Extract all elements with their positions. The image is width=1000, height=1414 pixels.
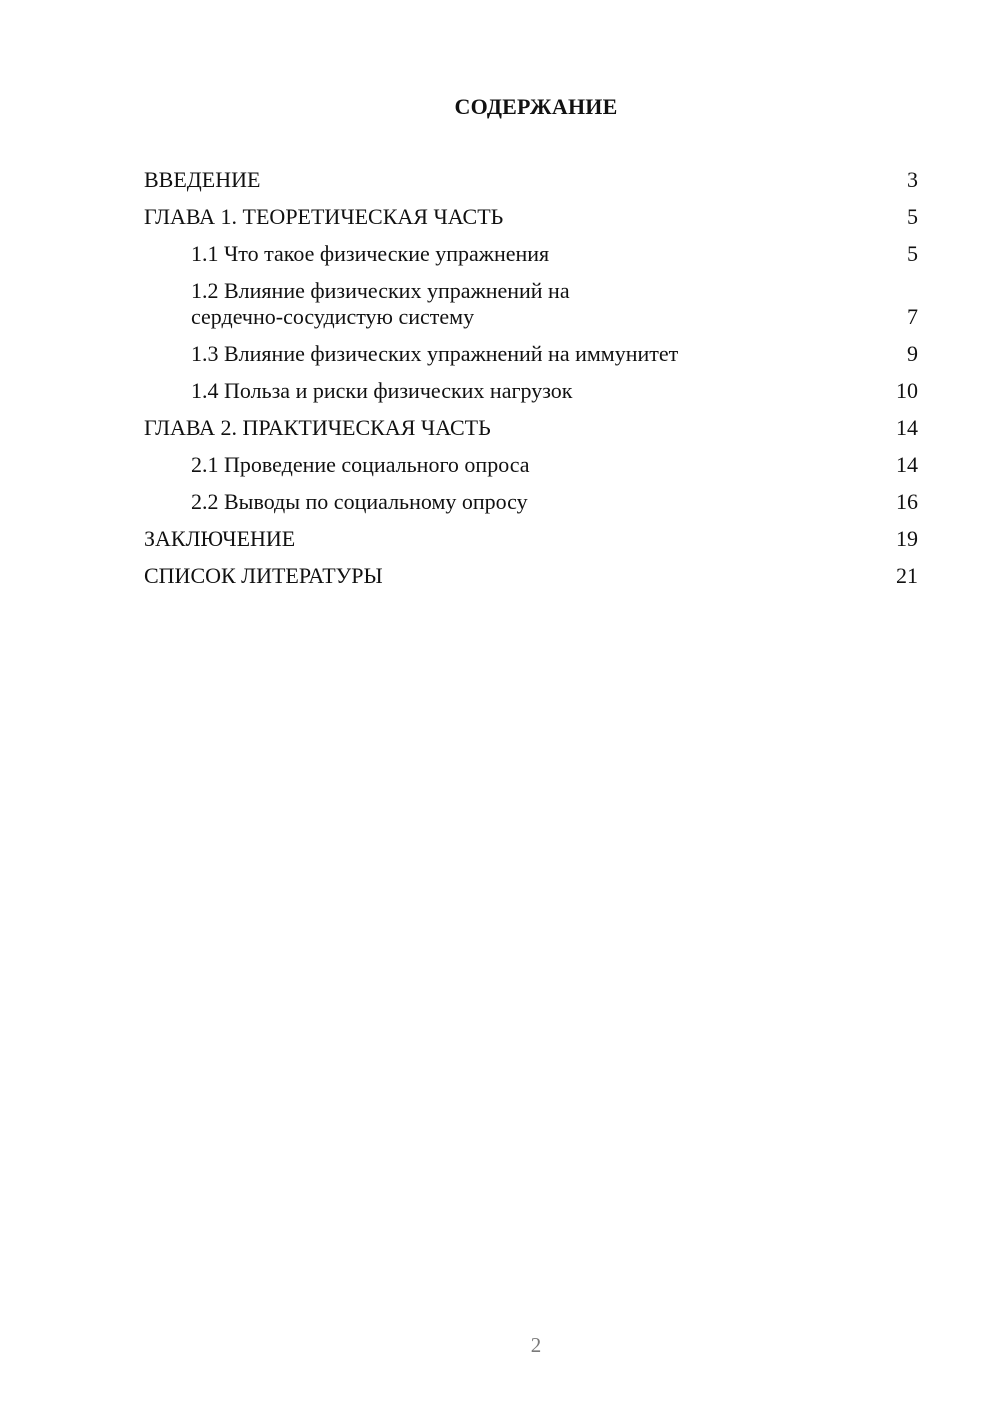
toc-entry-section-1-2[interactable] bbox=[144, 278, 918, 330]
toc-entry-label: ГЛАВА 1. ТЕОРЕТИЧЕСКАЯ ЧАСТЬ bbox=[144, 204, 504, 229]
toc-entry-references[interactable] bbox=[144, 563, 918, 589]
toc-entry-section-1-1[interactable] bbox=[144, 241, 918, 267]
toc-entry-section-1-3[interactable] bbox=[144, 341, 918, 367]
toc-entry-page: 10 bbox=[896, 378, 918, 403]
toc-entry-label: СПИСОК ЛИТЕРАТУРЫ bbox=[144, 563, 383, 588]
toc-entry-label: 2.1 Проведение социального опроса bbox=[191, 452, 530, 477]
table-of-contents bbox=[144, 167, 918, 600]
toc-entry-chapter-2[interactable] bbox=[144, 415, 918, 441]
page-number: 2 bbox=[530, 1333, 542, 1357]
toc-entry-page: 7 bbox=[907, 304, 918, 329]
toc-entry-page: 19 bbox=[896, 526, 918, 551]
toc-title: СОДЕРЖАНИЕ bbox=[454, 94, 618, 119]
toc-entry-page: 9 bbox=[907, 341, 918, 366]
toc-entry-label: 2.2 Выводы по социальному опросу bbox=[191, 489, 528, 514]
toc-entry-label: 1.2 Влияние физических упражнений на сердечно-сосудистую систему bbox=[191, 278, 570, 329]
toc-entry-label: ГЛАВА 2. ПРАКТИЧЕСКАЯ ЧАСТЬ bbox=[144, 415, 491, 440]
toc-entry-page: 5 bbox=[907, 241, 918, 266]
toc-entry-page: 14 bbox=[896, 452, 918, 477]
toc-entry-page: 14 bbox=[896, 415, 918, 440]
toc-entry-section-2-1[interactable] bbox=[144, 452, 918, 478]
toc-entry-conclusion[interactable] bbox=[144, 526, 918, 552]
toc-entry-chapter-1[interactable] bbox=[144, 204, 918, 230]
toc-entry-label: 1.1 Что такое физические упражнения bbox=[191, 241, 550, 266]
toc-entry-label: 1.4 Польза и риски физических нагрузок bbox=[191, 378, 573, 403]
toc-entry-page: 21 bbox=[896, 563, 918, 588]
toc-entry-label: 1.3 Влияние физических упражнений на иммунитет bbox=[191, 341, 679, 366]
toc-entry-introduction[interactable] bbox=[144, 167, 918, 193]
toc-entry-label: ВВЕДЕНИЕ bbox=[144, 167, 261, 192]
toc-entry-section-2-2[interactable] bbox=[144, 489, 918, 515]
toc-entry-page: 5 bbox=[907, 204, 918, 229]
toc-entry-page: 16 bbox=[896, 489, 918, 514]
toc-entry-page: 3 bbox=[907, 167, 918, 192]
toc-entry-label: ЗАКЛЮЧЕНИЕ bbox=[144, 526, 296, 551]
toc-entry-section-1-4[interactable] bbox=[144, 378, 918, 404]
